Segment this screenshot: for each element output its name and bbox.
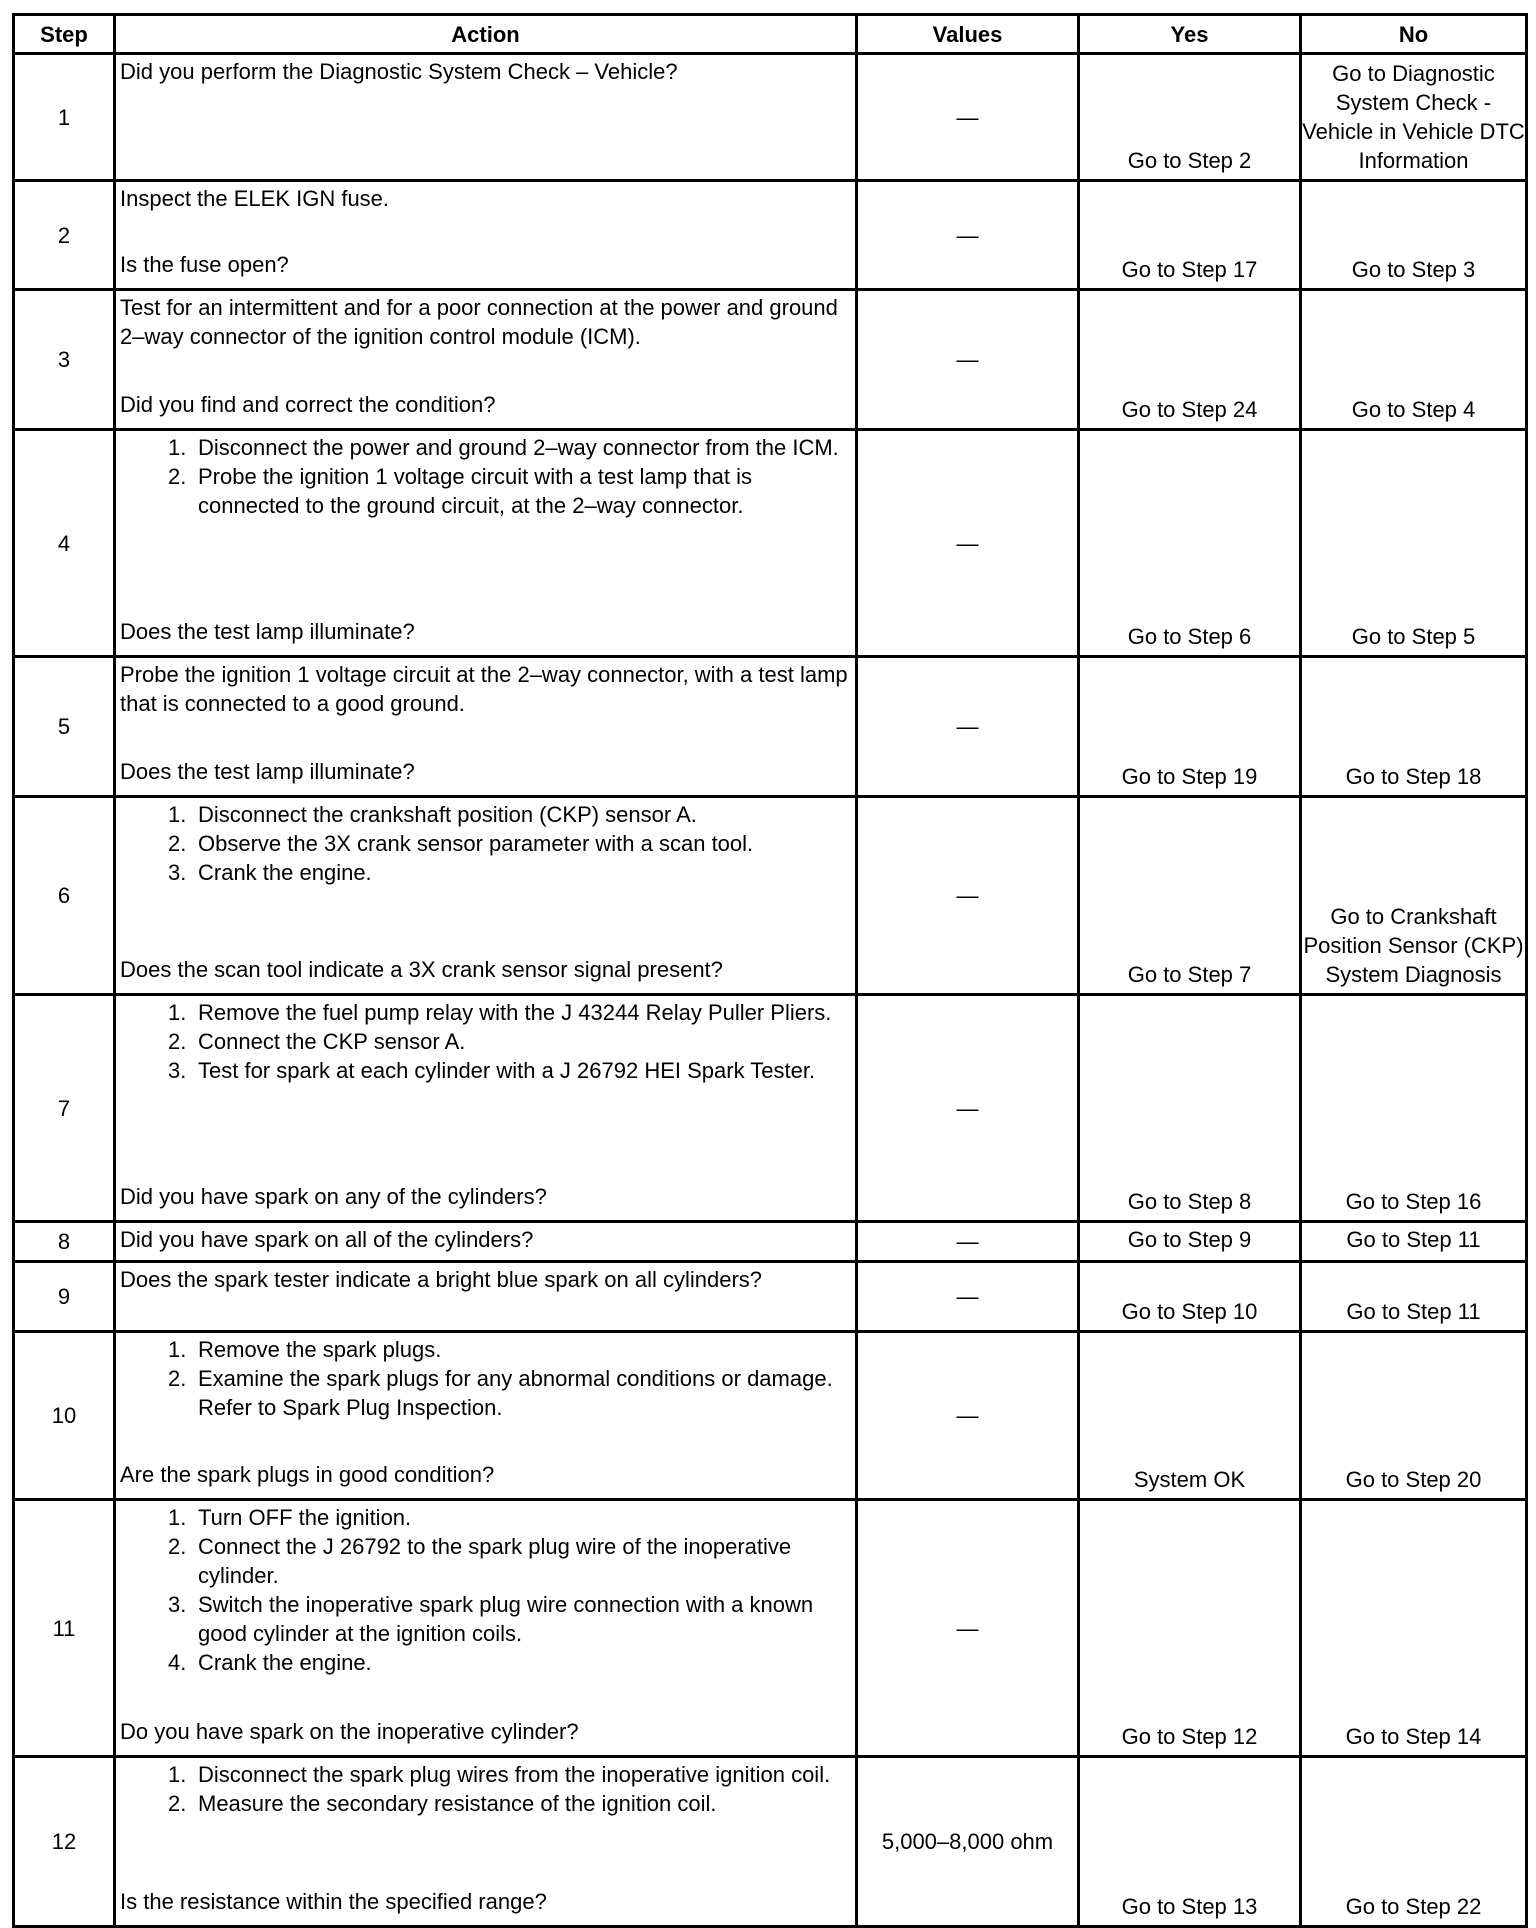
- list-item-text: Measure the secondary resistance of the ignition coil.: [198, 1791, 717, 1816]
- list-item-number: 3.: [168, 1592, 187, 1617]
- list-item-text: Turn OFF the ignition.: [198, 1505, 412, 1530]
- step-number: 2: [14, 181, 115, 290]
- header-action: Action: [115, 15, 857, 54]
- list-item: [120, 1789, 851, 1818]
- values-cell: —: [857, 430, 1079, 657]
- action-steps-list: [120, 800, 851, 887]
- list-item-text: Disconnect the power and ground 2–way connector from the ICM.: [198, 435, 839, 460]
- yes-cell: Go to Step 8: [1079, 995, 1301, 1222]
- no-cell: Go to Diagnostic System Check - Vehicle in Vehicle DTC Information: [1301, 54, 1527, 181]
- header-values: Values: [857, 15, 1079, 54]
- action-cell: [115, 657, 857, 797]
- action-text: Inspect the ELEK IGN fuse.: [120, 186, 390, 211]
- action-cell: [115, 797, 857, 995]
- yes-cell: Go to Step 10: [1079, 1262, 1301, 1332]
- table-row: [14, 1757, 1527, 1927]
- step-number: 7: [14, 995, 115, 1222]
- list-item-text: Examine the spark plugs for any abnormal conditions or damage. Refer to Spark Plug Inspection.: [198, 1366, 833, 1420]
- header-step: Step: [14, 15, 115, 54]
- list-item-number: 1.: [168, 435, 187, 460]
- values-cell: 5,000–8,000 ohm: [857, 1757, 1079, 1927]
- no-cell: Go to Step 18: [1301, 657, 1527, 797]
- list-item-text: Remove the spark plugs.: [198, 1337, 442, 1362]
- values-cell: —: [857, 290, 1079, 430]
- list-item: [120, 1760, 851, 1789]
- list-item: [120, 1335, 851, 1364]
- step-number: 4: [14, 430, 115, 657]
- table-body: [14, 54, 1527, 1927]
- action-cell: [115, 54, 857, 181]
- table-row: [14, 657, 1527, 797]
- step-number: 11: [14, 1500, 115, 1757]
- list-item-text: Disconnect the spark plug wires from the inoperative ignition coil.: [198, 1762, 831, 1787]
- table-row: [14, 430, 1527, 657]
- list-item-text: Crank the engine.: [198, 1650, 372, 1675]
- action-question: Are the spark plugs in good condition?: [120, 1462, 495, 1487]
- step-number: 8: [14, 1222, 115, 1262]
- action-steps-list: [120, 1503, 851, 1677]
- list-item-number: 2.: [168, 831, 187, 856]
- action-cell: [115, 995, 857, 1222]
- list-item-number: 1.: [168, 1762, 187, 1787]
- header-row: [14, 15, 1527, 54]
- list-item: [120, 433, 851, 462]
- no-cell: Go to Step 11: [1301, 1262, 1527, 1332]
- action-cell: [115, 1757, 857, 1927]
- list-item-text: Probe the ignition 1 voltage circuit with a test lamp that is connected to the ground circuit, at the 2–way connector.: [198, 464, 752, 518]
- yes-cell: Go to Step 7: [1079, 797, 1301, 995]
- action-question: Does the scan tool indicate a 3X crank sensor signal present?: [120, 957, 723, 982]
- no-cell: Go to Step 22: [1301, 1757, 1527, 1927]
- action-text: Test for an intermittent and for a poor connection at the power and ground 2–way connector of the ignition control module (ICM).: [120, 295, 838, 349]
- table-row: [14, 797, 1527, 995]
- step-number: 6: [14, 797, 115, 995]
- step-number: 3: [14, 290, 115, 430]
- step-number: 10: [14, 1332, 115, 1500]
- no-cell: Go to Step 11: [1301, 1222, 1527, 1262]
- no-cell: Go to Step 16: [1301, 995, 1527, 1222]
- values-cell: —: [857, 1332, 1079, 1500]
- table-row: [14, 1332, 1527, 1500]
- action-text: Does the spark tester indicate a bright blue spark on all cylinders?: [120, 1267, 763, 1292]
- list-item-text: Observe the 3X crank sensor parameter with a scan tool.: [198, 831, 754, 856]
- list-item: [120, 998, 851, 1027]
- list-item-number: 1.: [168, 1000, 187, 1025]
- yes-cell: Go to Step 12: [1079, 1500, 1301, 1757]
- no-cell: Go to Step 5: [1301, 430, 1527, 657]
- list-item-text: Remove the fuel pump relay with the J 43244 Relay Puller Pliers.: [198, 1000, 832, 1025]
- values-cell: —: [857, 995, 1079, 1222]
- action-question: Does the test lamp illuminate?: [120, 759, 415, 784]
- action-text: Did you have spark on all of the cylinders?: [120, 1227, 534, 1252]
- values-cell: —: [857, 797, 1079, 995]
- list-item-number: 4.: [168, 1650, 187, 1675]
- yes-cell: Go to Step 24: [1079, 290, 1301, 430]
- values-cell: —: [857, 181, 1079, 290]
- list-item: [120, 858, 851, 887]
- action-question: Is the resistance within the specified range?: [120, 1889, 547, 1914]
- no-cell: Go to Step 4: [1301, 290, 1527, 430]
- list-item: [120, 829, 851, 858]
- list-item-text: Test for spark at each cylinder with a J 26792 HEI Spark Tester.: [198, 1058, 816, 1083]
- table-row: [14, 1222, 1527, 1262]
- list-item-text: Crank the engine.: [198, 860, 372, 885]
- list-item-number: 1.: [168, 1505, 187, 1530]
- list-item: [120, 1056, 851, 1085]
- action-cell: [115, 1262, 857, 1332]
- action-steps-list: [120, 433, 851, 520]
- action-cell: [115, 1332, 857, 1500]
- no-cell: Go to Step 20: [1301, 1332, 1527, 1500]
- table-row: [14, 181, 1527, 290]
- diagnostic-table: [12, 13, 1528, 1928]
- action-cell: [115, 181, 857, 290]
- yes-cell: Go to Step 19: [1079, 657, 1301, 797]
- action-cell: [115, 1222, 857, 1262]
- values-cell: —: [857, 657, 1079, 797]
- list-item-number: 3.: [168, 860, 187, 885]
- list-item-number: 2.: [168, 1534, 187, 1559]
- action-text: Probe the ignition 1 voltage circuit at the 2–way connector, with a test lamp that is connected to a good ground.: [120, 662, 848, 716]
- list-item-text: Disconnect the crankshaft position (CKP) sensor A.: [198, 802, 697, 827]
- header-no: No: [1301, 15, 1527, 54]
- values-cell: —: [857, 1222, 1079, 1262]
- table-row: [14, 1500, 1527, 1757]
- yes-cell: System OK: [1079, 1332, 1301, 1500]
- step-number: 5: [14, 657, 115, 797]
- list-item: [120, 1532, 851, 1590]
- table-row: [14, 1262, 1527, 1332]
- yes-cell: Go to Step 13: [1079, 1757, 1301, 1927]
- no-cell: Go to Crankshaft Position Sensor (CKP) System Diagnosis: [1301, 797, 1527, 995]
- action-cell: [115, 290, 857, 430]
- list-item: [120, 1648, 851, 1677]
- list-item-number: 2.: [168, 1791, 187, 1816]
- list-item: [120, 1590, 851, 1648]
- table-row: [14, 995, 1527, 1222]
- list-item-number: 2.: [168, 1029, 187, 1054]
- step-number: 9: [14, 1262, 115, 1332]
- no-cell: Go to Step 14: [1301, 1500, 1527, 1757]
- values-cell: —: [857, 1262, 1079, 1332]
- action-question: Do you have spark on the inoperative cylinder?: [120, 1719, 579, 1744]
- list-item-text: Connect the J 26792 to the spark plug wire of the inoperative cylinder.: [198, 1534, 792, 1588]
- values-cell: —: [857, 1500, 1079, 1757]
- action-steps-list: [120, 1760, 851, 1818]
- yes-cell: Go to Step 6: [1079, 430, 1301, 657]
- step-number: 1: [14, 54, 115, 181]
- step-number: 12: [14, 1757, 115, 1927]
- header-yes: Yes: [1079, 15, 1301, 54]
- list-item: [120, 1364, 851, 1422]
- list-item-text: Switch the inoperative spark plug wire connection with a known good cylinder at the ignition coils.: [198, 1592, 814, 1646]
- action-cell: [115, 430, 857, 657]
- values-cell: —: [857, 54, 1079, 181]
- list-item: [120, 800, 851, 829]
- no-cell: Go to Step 3: [1301, 181, 1527, 290]
- action-question: Is the fuse open?: [120, 252, 289, 277]
- action-cell: [115, 1500, 857, 1757]
- action-text: Did you perform the Diagnostic System Check – Vehicle?: [120, 59, 678, 84]
- action-question: Did you have spark on any of the cylinders?: [120, 1184, 547, 1209]
- list-item-number: 1.: [168, 1337, 187, 1362]
- list-item-number: 2.: [168, 464, 187, 489]
- table-row: [14, 54, 1527, 181]
- list-item-number: 3.: [168, 1058, 187, 1083]
- list-item-number: 2.: [168, 1366, 187, 1391]
- action-steps-list: [120, 998, 851, 1085]
- yes-cell: Go to Step 17: [1079, 181, 1301, 290]
- action-question: Does the test lamp illuminate?: [120, 619, 415, 644]
- table-row: [14, 290, 1527, 430]
- list-item: [120, 1027, 851, 1056]
- yes-cell: Go to Step 9: [1079, 1222, 1301, 1262]
- list-item-number: 1.: [168, 802, 187, 827]
- action-question: Did you find and correct the condition?: [120, 392, 496, 417]
- list-item-text: Connect the CKP sensor A.: [198, 1029, 466, 1054]
- list-item: [120, 1503, 851, 1532]
- list-item: [120, 462, 851, 520]
- action-steps-list: [120, 1335, 851, 1422]
- yes-cell: Go to Step 2: [1079, 54, 1301, 181]
